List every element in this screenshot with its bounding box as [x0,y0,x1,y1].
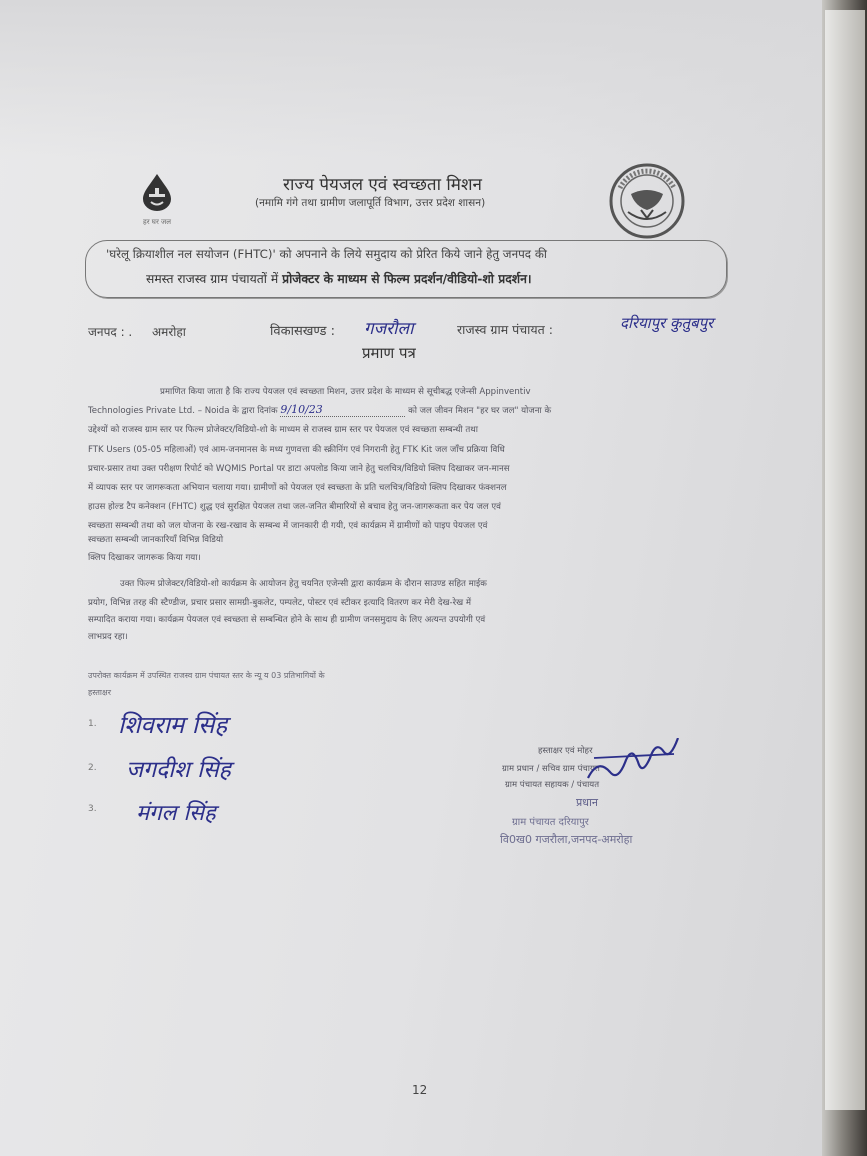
participant-3-number: 3. [88,804,97,814]
banner-line-1: 'घरेलू क्रियाशील नल सयोजन (FHTC)' को अपनाने के लिये समुदाय को प्रेरित किये जाने हेतु जनपद की [106,247,547,261]
participant-2-number: 2. [88,763,97,773]
body-p2-line-3: सम्पादित कराया गया। कार्यक्रम पेयजल एवं स्वच्छता से सम्बन्धित होने के साथ ही ग्रामीण जनसमुदाय के लिए अत्यन्त उपयोगी एवं [88,615,486,625]
body-line-5: प्रचार-प्रसार तथा उक्त परीक्षण रिपोर्ट को WQMIS Portal पर डाटा अपलोड किया जाने हेतु चलचित्र/विडियो क्लिप दिखाकर जन-मानस [88,464,510,474]
stamp-line-1: प्रधान [576,796,598,809]
participants-intro-1: उपरोक्त कार्यक्रम में उपस्थित राजस्व ग्राम पंचायत स्तर के न्यू य 03 प्रतिभागियों के [88,671,325,680]
body-line-2 [88,403,551,417]
gram-panchayat-label: राजस्व ग्राम पंचायत : [457,322,553,337]
panchayat-assistant-label: ग्राम पंचायत सहायक / पंचायत [505,780,600,790]
body-line-2-b: को जल जीवन मिशन "हर घर जल" योजना के [408,406,552,416]
page-shadow [0,0,822,160]
up-government-emblem [606,160,688,242]
janpad-value: अमरोहा [152,325,186,339]
janpad-label: जनपद : . [88,325,133,339]
banner-line-2 [146,270,532,287]
vikas-khand-label: विकासखण्ड : [270,324,336,339]
signature-label: हस्ताक्षर एवं मोहर [538,746,593,756]
gram-panchayat-value: दरियापुर कुतुबपुर [620,314,714,332]
body-line-7: हाउस होल्ड टैप कनेक्शन (FHTC) शुद्ध एवं सुरक्षित पेयजल तथा जल-जनित बीमारियों से बचाव हेतु जन-जागरूकता कर पेय जल एवं [88,502,501,512]
stamp-line-3: वि0ख0 गजरौला,जनपद-अमरोहा [500,833,633,846]
participant-1-number: 1. [88,719,97,729]
date-value: 9/10/23 [280,403,323,416]
participant-2-signature: जगदीश सिंह [126,757,231,783]
vikas-khand-value: गजरौला [364,319,414,339]
page-number: 12 [412,1083,428,1097]
stamp-line-2: ग्राम पंचायत दरियापुर [512,817,589,828]
body-p2-line-4: लाभप्रद रहा। [88,632,128,642]
body-line-10: क्लिप दिखाकर जागरूक किया गया। [88,553,201,563]
up-government-emblem-icon [606,160,688,242]
underlying-paper-edge [825,10,865,1110]
pradhan-label: ग्राम प्रधान / सचिव ग्राम पंचायत [502,764,600,774]
body-line-9: स्वच्छता सम्बन्धी जानकारियाँ विभिन्न विडियो [88,535,224,545]
banner-line-2-regular: समस्त राजस्व ग्राम पंचायतों में [146,272,283,286]
water-drop-tap-icon [139,172,175,212]
body-p2-line-1: उक्त फिल्म प्रोजेक्टर/विडियो-शो कार्यक्रम के आयोजन हेतु चयनित एजेन्सी द्वारा कार्यक्रम के दौरान साउण्ड सहित माईक [120,579,487,589]
body-line-1: प्रमाणित किया जाता है कि राज्य पेयजल एवं स्वच्छता मिशन, उत्तर प्रदेश के माध्यम से सूचीबद्ध एजेन्सी Appinventiv [160,387,531,397]
body-line-2-a: Technologies Private Ltd. – Noida के द्वारा दिनांक [88,406,278,416]
participants-intro-2: हस्ताक्षर [88,688,111,697]
date-field [280,403,405,417]
participant-3-signature: मंगल सिंह [136,801,216,826]
banner-line-2-bold: प्रोजेक्टर के माध्यम से फिल्म प्रदर्शन/वीडियो-शो प्रदर्शन। [282,272,532,286]
participant-1-signature: शिवराम सिंह [118,711,228,739]
body-line-4: FTK Users (05-05 महिलाओं) एवं आम-जनमानस के मध्य गुणवत्ता की स्क्रीनिंग एवं निगरानी हेतु FTK Kit जल जाँच प्रक्रिया विधि [88,445,505,455]
body-line-6: में व्यापक स्तर पर जागरूकता अभियान चलाया गया। ग्रामीणों को पेयजल एवं स्वच्छता के प्रति चलचित्र/विडियो क्लिप दिखाकर फंक्शनल [88,483,507,493]
department-subtitle: (नमामि गंगे तथा ग्रामीण जलापूर्ति विभाग, उत्तर प्रदेश शासन) [255,197,486,209]
har-ghar-jal-logo [132,172,182,226]
pradhan-signature [580,738,690,794]
body-line-8: स्वच्छता सम्बन्धी तथा को जल योजना के रख-रखाव के सम्बन्ध में जानकारी दी गयी, एवं कार्यक्रम में ग्रामीणों को पाइप पेयजल एवं [88,521,488,531]
body-p2-line-2: प्रयोग, विभिन्न तरह की स्टैण्डीज, प्रचार प्रसार सामग्री-बुकलेट, पम्पलेट, पोस्टर एवं स्टीकर इत्यादि वितरण कर मेरी देख-रेख में [88,598,471,608]
logo-left-caption: हर घर जल [143,218,171,226]
background-edge [822,0,867,1156]
body-line-3: उद्देश्यों को राजस्व ग्राम स्तर पर फिल्म प्रोजेक्टर/विडियो-शो के माध्यम से राजस्व ग्राम स्तर पर पेयजल एवं स्वच्छता सम्बन्धी तथा [88,425,478,435]
department-title: राज्य पेयजल एवं स्वच्छता मिशन [283,175,482,195]
certificate-title: प्रमाण पत्र [362,344,416,362]
